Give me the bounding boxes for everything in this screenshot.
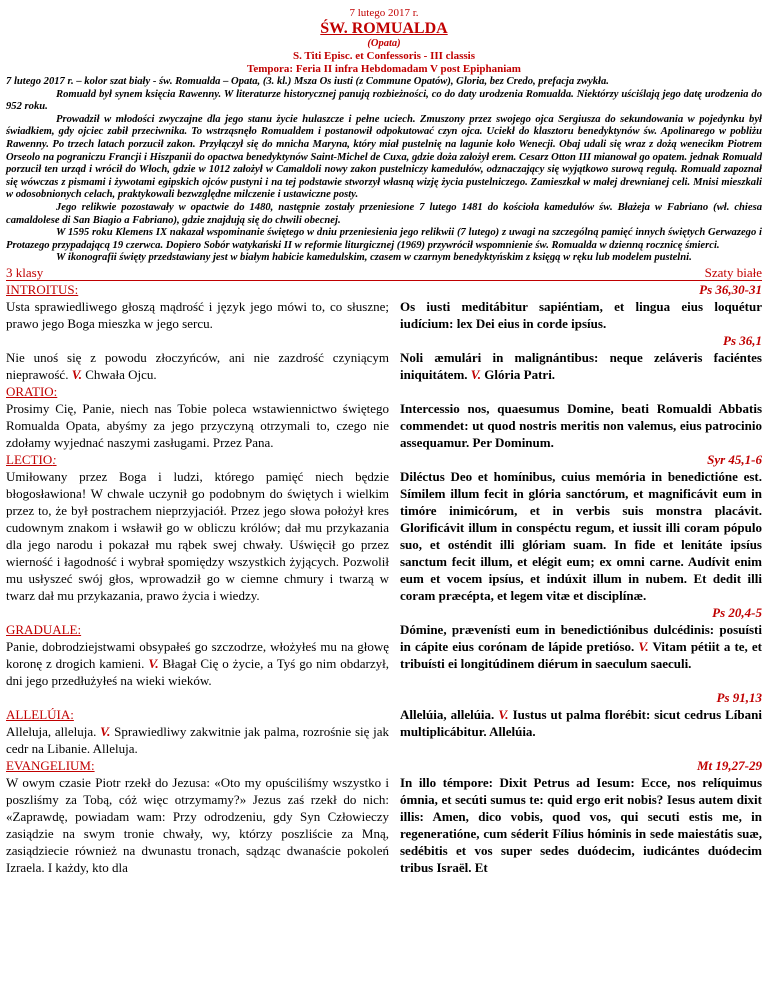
intro-paragraph: W 1595 roku Klemens IX nakazał wspominanie świętego w dniu przeniesienia jego relikwii (7 lutego) z uwagi na szczególną pamięć innych świętych Gerwazego i Protazego przypadającą 19 czerwca. Dopiero Sobór watykański II w reformie liturgicznej (1969) przywrócił wspomnienie św. Romualda w dzienną rocznicę śmierci. xyxy=(6,227,762,251)
graduale-section xyxy=(6,604,762,689)
graduale-la-tail: Vitam pétiit a te, et tribuísti ei longitúdinem diérum in saeculum saeculi. xyxy=(400,638,763,671)
introitus-psalm-la xyxy=(400,349,762,383)
introitus-psalm-la-text: Noli æmulári in malignántibus: neque zeláveris faciéntes iniquitátem. xyxy=(400,349,762,382)
graduale-pl-tail: Błagał Cię o życie, a Tyś go nim obdarzył, dni jego przedłużyłeś na wieki wieków. xyxy=(6,655,389,688)
introitus-gloria-pl: Chwała Ojcu. xyxy=(85,366,157,382)
evangelium-text-pl: W owym czasie Piotr rzekł do Jezusa: «Oto my opuściliśmy wszystko i poszliśmy za Tobą, cóż więc otrzymamy?» Jezus zaś rzekł do nich: «Zaprawdę, powiadam wam: Przy odrodzeniu, gdy Syn Człowieczy zasiądzie na swym tronie chwały, wy, którzy poszliście za Mną, zasiądziecie również na dwunastu tronach, sądząc dwanaście pokoleń Izraela. I każdy, kto dla xyxy=(6,774,389,875)
evangelium-text-la: In illo témpore: Dixit Petrus ad Iesum: Ecce, nos relíquimus ómnia, et secúti sumus te: quid ergo erit nobis? Iesus autem dixit illis: Amen, dico vobis, quod vos, qui secuti estis me, in regeneratióne, cum séderit Fílius hóminis in sede maiestátis suæ, sedébitis et vos super sedes duódecim, iudicántes duódecim tribus Israël. Et xyxy=(400,774,762,875)
intro-paragraph: Jego relikwie pozostawały w opactwie do 1480, następnie zostały przeniesione 7 lutego 1481 do kościoła kamedułów św. Błażeja w Fabriano (wł. chiesa camaldolese di San Biagio a Fabriano), gdzie znajdują się do chwili obecnej. xyxy=(6,201,762,226)
graduale-heading: GRADUALE: xyxy=(6,621,82,637)
rank-label: (Opata) xyxy=(367,38,401,49)
evangelium-section xyxy=(6,757,762,876)
intro-notes xyxy=(6,76,762,265)
intro-paragraph: W ikonografii święty przedstawiany jest w białym habicie kamedulskim, czasem w czarnym benedyktyńskim z księgą w ręku lub modelem pustelni. xyxy=(56,252,692,264)
class-row xyxy=(6,266,762,281)
intro-paragraph: Prowadził w młodości zwyczajne dla jego stanu życie hulaszcze i pełne uciech. Zmuszony przez swojego ojca Sergiusza do sekundowania w pojedynku był świadkiem, gdy ojciec zabił przeciwnika. To wstrząsnęło Romualdem i postanowił odpokutować czyn ojca. Uciekł do klasztoru benedyktynów św. Apolinarego w pobliżu Rawenny. Po trzech latach porzucił zakon. Przyłączył się do mnicha Maryna, który miał pustelnię na lagunie koło Wenecji. Obaj udali się wraz z dożą wenecikm Piotrem Orseolo na pograniczu Francji i Hiszpanii do opactwa benedyktynów Saint-Michel de Cuxa, gdzie doża założył erem. Cesarz Otton III mianował go opatem. jednak Romuald porzucił ten urząd i wrócił do Włoch, gdzie w 1012 założył w Camaldoli nowy zakon pustelniczy kamedułów, odznaczający się wyjątkowo surową regułą. Romuald zapoznał się wówczas z pismami i żywotami egipskich ojców pustyni i na tej podstawie stworzył własną wizję życia pustelniczego. Zamieszkał w małej drewnianej celi. Mnisi mieszkali w odosobnionych celach, praktykowali bezwzględne milczenie i ustawiczne posty. xyxy=(6,113,762,201)
missal-page xyxy=(6,0,762,876)
introitus-section xyxy=(6,281,762,383)
introitus-psalm-pl xyxy=(6,349,389,383)
graduale-text-la xyxy=(400,621,762,672)
versicle-mark: V. xyxy=(470,366,482,382)
graduale-la-text: Dómine, prævenísti eum in benedictiónibus dulcédinis: posuísti in cápite eius corónam de lápide pretióso. xyxy=(400,621,762,654)
lectio-text-la: Diléctus Deo et homínibus, cuius memória in benedictióne est. Símilem illum fecit in glória sanctórum, et magnificávit eum in timóre inimicórum, et in verbis suis monstra placávit. Glorificávit illum in conspéctu regum, et iussit illi coram pópulo suo, et osténdit illi glóriam suam. In fide et lenitáte ipsíus sanctum fecit illum, et elégit eum; ex omni carne. Audívit enim eum et vocem ipsíus, et indúxit illum in nubem. Et dedit illi coram præcépta, et legem vitæ et disciplínæ. xyxy=(400,468,762,603)
alleluia-text-pl xyxy=(6,723,389,757)
latin-title: S. Titi Episc. et Confessoris - III classis xyxy=(292,50,476,62)
versicle-mark: V. xyxy=(100,723,111,739)
alleluia-pl-text: Alleluja, alleluja. xyxy=(6,723,97,739)
alleluia-la-tail: Iustus ut palma florébit: sicut cedrus Líbani multiplicábitur. Allelúia. xyxy=(400,706,762,739)
introitus-text-pl: Usta sprawiedliwego głoszą mądrość i język jego mówi to, co słuszne; prawo jego Boga mieszka w jego sercu. xyxy=(6,298,389,331)
intro-paragraph: Romuald był synem księcia Rawenny. W literaturze historycznej panują rozbieżności, co do daty urodzenia Romualda. Niektórzy uściślają jego datę urodzenia do 952 roku. xyxy=(6,88,762,113)
lectio-heading-colon: : xyxy=(52,451,57,467)
versicle-mark: V. xyxy=(71,366,82,382)
introitus-heading: INTROITUS: xyxy=(6,281,79,297)
vestments-label: Szaty białe xyxy=(704,264,762,280)
graduale-ref: Ps 20,4-5 xyxy=(712,604,762,620)
intro-paragraph: 7 lutego 2017 r. – kolor szat biały - św. Romualda – Opata, (3. kl.) Msza Os iusti (z Commune Opatów), Gloria, bez Credo, prefacja zwykła. xyxy=(6,76,609,87)
graduale-text-pl xyxy=(6,638,389,689)
alleluia-ref: Ps 91,13 xyxy=(716,689,762,705)
lectio-heading-text: LECTIO xyxy=(6,451,53,467)
alleluia-la-text: Allelúia, allelúia. xyxy=(400,706,495,722)
introitus-text-la: Os iusti meditábitur sapiéntiam, et lingua eius loquétur iudícium: lex Dei eius in corde ipsíus. xyxy=(400,298,762,331)
lectio-ref: Syr 45,1-6 xyxy=(707,451,762,467)
versicle-mark: V. xyxy=(638,638,649,654)
page-title: ŚW. ROMUALDA xyxy=(320,20,448,37)
introitus-gloria-la: Glória Patri. xyxy=(484,366,556,382)
introitus-ref: Ps 36,30-31 xyxy=(699,281,762,297)
lectio-text-pl: Umiłowany przez Boga i ludzi, którego pamięć niech będzie błogosławiona! W chwale uczynił go podobnym do świętych i wielkim przez to, że był postrachem nieprzyjaciół. Przez jego słowa położył kres cudownym znakom i wsławił go w obliczu królów; dał mu przykazania dla jego narodu i pokazał mu rąbek swej chwały. Uświęcił go przez wierność i łagodność i wybrał spomiędzy wszystkich żyjących. Pozwolił mu usłyszeć swój głos, wprowadził go w ciemne chmury i twarzą w twarz dał mu przykazania, prawo życia i wiedzy. xyxy=(6,468,389,603)
alleluia-section xyxy=(6,689,762,757)
introitus-ref2: Ps 36,1 xyxy=(723,332,762,348)
oratio-heading: ORATIO: xyxy=(6,383,58,399)
alleluia-text-la xyxy=(400,706,762,740)
class-label: 3 klasy xyxy=(6,264,44,280)
lectio-section xyxy=(6,451,762,604)
graduale-pl-text: Panie, dobrodziejstwami obsypałeś go szczodrze, włożyłeś mu na głowę koronę z drogich kamieni. xyxy=(6,638,389,671)
versicle-mark: V. xyxy=(498,706,509,722)
introitus-psalm-pl-text: Nie unoś się z powodu złoczyńców, ani nie zazdrość czyniącym nieprawość. xyxy=(6,349,389,382)
oratio-section xyxy=(6,383,762,451)
alleluia-heading: ALLELÚIA: xyxy=(6,706,74,722)
oratio-text-la: Intercessio nos, quaesumus Domine, beati Romualdi Abbatis commendet: ut quod nostris meritis non valemus, eius patrocinio assequamur. Per Dominum. xyxy=(400,400,762,450)
tempora-line: Tempora: Feria II infra Hebdomadam V post Epiphaniam xyxy=(247,63,521,75)
evangelium-ref: Mt 19,27-29 xyxy=(697,757,762,773)
oratio-text-pl: Prosimy Cię, Panie, niech nas Tobie poleca wstawiennictwo świętego Romualda Opata, abyśmy za jego przyczyną otrzymali to, czego nie zdołamy wyjednać naszymi zasługami. Przez Pana. xyxy=(6,400,389,450)
alleluia-pl-tail: Sprawiedliwy zakwitnie jak palma, rozrośnie się jak cedr na Libanie. Alleluja. xyxy=(6,723,390,756)
evangelium-heading: EVANGELIUM: xyxy=(6,757,95,773)
lectio-heading xyxy=(6,451,389,468)
versicle-mark: V. xyxy=(148,655,159,671)
date-line: 7 lutego 2017 r. xyxy=(349,7,419,19)
